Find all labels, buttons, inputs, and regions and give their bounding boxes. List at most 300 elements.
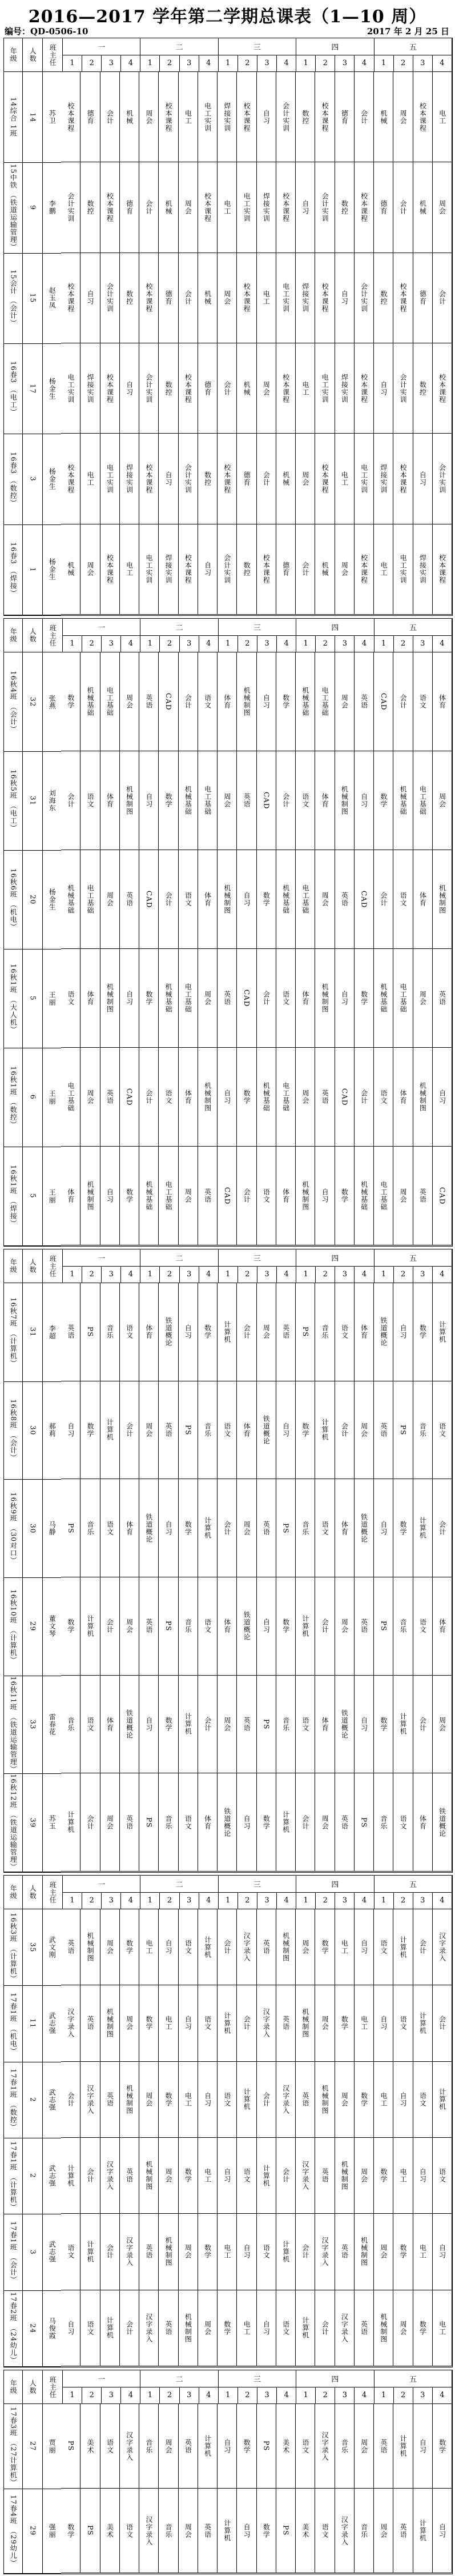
schedule-cell: 机械基础 xyxy=(257,1048,276,1147)
schedule-cell: 机械 xyxy=(237,343,256,434)
schedule-cell: 数控 xyxy=(296,72,315,162)
header-period: 4 xyxy=(433,1893,452,1909)
schedule-cell: 计算机 xyxy=(413,2489,433,2573)
schedule-cell: 数学 xyxy=(198,2214,218,2290)
schedule-cell: 会计 xyxy=(393,162,413,253)
schedule-cell: 电工 xyxy=(335,434,355,524)
class-row-label xyxy=(4,1048,61,1147)
schedule-cell: 语文 xyxy=(335,1283,355,1381)
header-period: 1 xyxy=(140,1267,160,1283)
schedule-cell: 音乐 xyxy=(80,1479,100,1577)
class-teacher: 王丽 xyxy=(48,991,57,1006)
class-teacher: 张燕 xyxy=(48,694,57,710)
header-period: 4 xyxy=(277,1267,296,1283)
header-period: 4 xyxy=(121,1893,140,1909)
class-count: 17 xyxy=(23,343,43,434)
class-count: 2 xyxy=(23,2062,43,2138)
page-title: 2016—2017 学年第二学期总课表（1—10 周） xyxy=(28,7,427,27)
schedule-cell: 机械制图 xyxy=(100,1985,120,2061)
schedule-cell: 周会 xyxy=(315,1773,335,1872)
schedule-cell: 会计 xyxy=(159,850,178,949)
schedule-cell: 铁道概论 xyxy=(355,1479,374,1577)
schedule-cell: 自习 xyxy=(159,1909,178,1985)
schedule-cell: 周会 xyxy=(100,1909,120,1985)
schedule-cell: 周会 xyxy=(355,1381,374,1480)
header-period: 2 xyxy=(316,1267,335,1283)
header-period: 1 xyxy=(296,1893,316,1909)
schedule-cell: 电工基础 xyxy=(276,1048,296,1147)
schedule-cell: 会计 xyxy=(179,652,198,751)
schedule-cell: 会计 xyxy=(218,343,237,434)
schedule-cell: 校本课程 xyxy=(139,253,159,343)
schedule-cell: PS xyxy=(159,1577,178,1676)
class-name: 16秋9班 （30对口） xyxy=(4,1479,23,1577)
schedule-cell: 数学 xyxy=(355,949,374,1048)
schedule-cell: 体育 xyxy=(100,751,120,850)
schedule-cell: 校本课程 xyxy=(179,343,198,434)
schedule-cell: 语文 xyxy=(433,2138,452,2214)
class-count: 31 xyxy=(23,1283,43,1381)
header-period: 4 xyxy=(199,1267,219,1283)
schedule-section xyxy=(3,38,453,616)
header-period: 1 xyxy=(140,636,160,652)
schedule-cell: 铁道概论 xyxy=(237,1577,256,1676)
header-period: 1 xyxy=(63,55,82,72)
schedule-cell: 英语 xyxy=(120,850,139,949)
class-count: 5 xyxy=(23,1147,43,1245)
schedule-cell: 焊接实训 xyxy=(257,162,276,253)
header-period: 4 xyxy=(277,636,296,652)
schedule-cell: 美术 xyxy=(100,2489,120,2573)
header-count: 人数 xyxy=(23,38,43,71)
header-period: 1 xyxy=(63,1893,82,1909)
class-count: 33 xyxy=(23,1676,43,1774)
header-period: 1 xyxy=(140,2387,160,2404)
header-day: 五 xyxy=(375,1876,452,1892)
schedule-cell: 数学 xyxy=(159,1676,178,1774)
schedule-cell: 计算机 xyxy=(198,1909,218,1985)
schedule-cell: 电工 xyxy=(179,2062,198,2138)
header-period: 1 xyxy=(219,636,238,652)
header-period: 3 xyxy=(335,55,355,72)
schedule-cell: 会计 xyxy=(315,2290,335,2366)
schedule-cell: 数控 xyxy=(80,162,100,253)
schedule-cell: 语文 xyxy=(433,1381,452,1480)
schedule-cell: 周会 xyxy=(139,72,159,162)
schedule-cell: 电工 xyxy=(237,2290,256,2366)
schedule-cell: 语文 xyxy=(413,1577,433,1676)
schedule-cell: 周会 xyxy=(393,2290,413,2366)
header-period: 3 xyxy=(180,1893,199,1909)
class-row-label xyxy=(4,72,61,163)
schedule-cell: 英语 xyxy=(198,2489,218,2573)
schedule-cell: 美术 xyxy=(276,2404,296,2489)
class-row-label xyxy=(4,524,61,615)
class-count: 11 xyxy=(23,1985,43,2061)
schedule-cell: 校本课程 xyxy=(100,524,120,615)
schedule-cell: 音乐 xyxy=(159,1773,178,1872)
header-period: 2 xyxy=(394,2387,413,2404)
header-period: 1 xyxy=(375,2387,394,2404)
class-row-label xyxy=(4,751,61,851)
schedule-cell: 电工 xyxy=(159,1985,178,2061)
schedule-cell: 数学 xyxy=(296,1381,315,1480)
schedule-cell: 语文 xyxy=(198,652,218,751)
header-day: 五 xyxy=(375,1249,452,1266)
class-count: 14 xyxy=(23,72,43,162)
schedule-cell: 英语 xyxy=(159,2290,178,2366)
schedule-cell: PS xyxy=(179,1381,198,1480)
header-period: 2 xyxy=(82,1267,102,1283)
class-teacher: 王丽 xyxy=(48,1188,57,1204)
schedule-cell: 计算机 xyxy=(61,1773,80,1872)
schedule-cell: 会计 xyxy=(257,949,276,1048)
schedule-cell: 自习 xyxy=(139,1676,159,1774)
schedule-cell: 美术 xyxy=(80,2404,100,2489)
schedule-cell: 会计实训 xyxy=(393,343,413,434)
schedule-cell: 英语 xyxy=(139,2214,159,2290)
schedule-cell: 英语 xyxy=(237,1676,256,1774)
schedule-cell: 体育 xyxy=(100,1676,120,1774)
schedule-cell: 机械制图 xyxy=(120,751,139,850)
header-day: 二 xyxy=(140,1249,218,1266)
schedule-cell: 校本课程 xyxy=(393,253,413,343)
schedule-cell: 自习 xyxy=(296,162,315,253)
class-row-label xyxy=(4,343,61,434)
schedule-cell: 数学 xyxy=(335,1985,355,2061)
schedule-cell: 机械制图 xyxy=(80,1909,100,1985)
schedule-cell: 音乐 xyxy=(100,1283,120,1381)
schedule-cell: 英语 xyxy=(355,652,374,751)
class-count: 3 xyxy=(23,434,43,524)
schedule-cell: 机械制图 xyxy=(335,751,355,850)
section-header xyxy=(4,1249,452,1283)
schedule-cell: 会计 xyxy=(393,652,413,751)
header-grade: 年级 xyxy=(4,1249,23,1283)
header-period: 4 xyxy=(355,636,374,652)
class-row-label xyxy=(4,949,61,1048)
schedule-cell: 数学 xyxy=(61,652,80,751)
class-name: 16秋11班 （铁道运输管理） xyxy=(4,1676,23,1774)
header-day: 三 xyxy=(219,1876,296,1892)
schedule-cell: 语文 xyxy=(413,2062,433,2138)
header-period: 2 xyxy=(238,55,257,72)
schedule-cell: 汉字录入 xyxy=(335,2489,355,2573)
schedule-cell: 英语 xyxy=(335,850,355,949)
schedule-cell: 周会 xyxy=(257,343,276,434)
schedule-cell: 校本课程 xyxy=(315,72,335,162)
class-row-label xyxy=(4,1147,61,1246)
schedule-cell: 自习 xyxy=(237,1773,256,1872)
schedule-cell: 英语 xyxy=(80,1985,100,2061)
schedule-cell: 校本课程 xyxy=(179,524,198,615)
schedule-cell: 会计 xyxy=(355,1048,374,1147)
schedule-cell: 自习 xyxy=(179,1283,198,1381)
class-teacher: 苏玉 xyxy=(48,1815,57,1830)
class-teacher: 雷春花 xyxy=(48,1713,57,1736)
schedule-cell: 汉字录入 xyxy=(120,2214,139,2290)
header-period: 2 xyxy=(160,55,179,72)
section-header xyxy=(4,619,452,652)
schedule-cell: 自习 xyxy=(374,1985,393,2061)
schedule-cell: 数控 xyxy=(374,253,393,343)
schedule-cell: 数学 xyxy=(120,1147,139,1245)
schedule-cell: 汉字录入 xyxy=(139,2489,159,2573)
schedule-cell: 数学 xyxy=(374,2138,393,2214)
schedule-cell: 英语 xyxy=(276,1283,296,1381)
schedule-cell: 体育 xyxy=(179,1048,198,1147)
schedule-cell: 机械基础 xyxy=(179,751,198,850)
schedule-cell: 语文 xyxy=(374,1048,393,1147)
schedule-cell: 会计 xyxy=(433,253,452,343)
schedule-cell: 机械 xyxy=(315,524,335,615)
header-period: 1 xyxy=(140,55,160,72)
class-name: 16秋7班 （计算机） xyxy=(4,1283,23,1381)
schedule-cell: 计算机 xyxy=(218,1985,237,2061)
class-count: 1 xyxy=(23,524,43,615)
schedule-cell: 自习 xyxy=(61,2290,80,2366)
schedule-cell: 语文 xyxy=(218,2062,237,2138)
schedule-cell: 会计 xyxy=(80,1773,100,1872)
schedule-cell: 音乐 xyxy=(61,1676,80,1774)
class-name: 17春1班 （计算机） xyxy=(4,2138,23,2214)
header-period: 3 xyxy=(257,1893,277,1909)
schedule-cell: CAD xyxy=(335,1048,355,1147)
header-period: 2 xyxy=(394,1893,413,1909)
schedule-cell: 机械制图 xyxy=(159,2214,178,2290)
header-period: 3 xyxy=(102,636,121,652)
schedule-cell: 校本课程 xyxy=(276,343,296,434)
schedule-cell: 英语 xyxy=(315,1048,335,1147)
schedule-cell: 汉字录入 xyxy=(61,1985,80,2061)
schedule-cell: 机械制图 xyxy=(355,2214,374,2290)
schedule-cell: CAD xyxy=(139,850,159,949)
schedule-cell: 汉字录入 xyxy=(80,2062,100,2138)
schedule-cell: 数学 xyxy=(374,1676,393,1774)
schedule-cell: 语文 xyxy=(257,2214,276,2290)
schedule-cell: 语文 xyxy=(393,1985,413,2061)
schedule-cell: 会计 xyxy=(237,1985,256,2061)
header-day: 四 xyxy=(296,38,374,55)
schedule-cell: 计算机 xyxy=(433,2062,452,2138)
header-period: 2 xyxy=(316,1893,335,1909)
schedule-cell: 会计 xyxy=(257,434,276,524)
class-count: 30 xyxy=(23,1479,43,1577)
schedule-cell: 会计 xyxy=(120,2290,139,2366)
header-period: 1 xyxy=(219,1893,238,1909)
schedule-cell: 会计 xyxy=(413,1676,433,1774)
class-name: 16秋12班 （铁道运输管理） xyxy=(4,1773,23,1872)
header-period: 4 xyxy=(199,2387,219,2404)
schedule-cell: 汉字录入 xyxy=(120,2404,139,2489)
schedule-cell: 自习 xyxy=(198,2062,218,2138)
schedule-cell: 自习 xyxy=(179,1985,198,2061)
schedule-cell: 语文 xyxy=(61,2214,80,2290)
schedule-cell: 电工 xyxy=(218,162,237,253)
schedule-cell: 校本课程 xyxy=(315,253,335,343)
schedule-cell: 体育 xyxy=(218,652,237,751)
schedule-cell: 周会 xyxy=(218,253,237,343)
schedule-cell: 铁道概论 xyxy=(139,1479,159,1577)
class-row-label xyxy=(4,253,61,344)
schedule-cell: PS xyxy=(257,1676,276,1774)
schedule-cell: 英语 xyxy=(393,2489,413,2573)
schedule-cell: 英语 xyxy=(355,2290,374,2366)
class-count: 5 xyxy=(23,949,43,1048)
schedule-cell: 周会 xyxy=(296,434,315,524)
schedule-cell: 电工基础 xyxy=(100,652,120,751)
header-period: 4 xyxy=(121,2387,140,2404)
class-teacher: 杨金生 xyxy=(48,558,57,581)
class-name: 17春3班 （27计算机） xyxy=(4,2404,23,2489)
schedule-cell: 英语 xyxy=(61,1283,80,1381)
schedule-cell: 数学 xyxy=(276,652,296,751)
header-period: 4 xyxy=(199,55,219,72)
schedule-cell: 计算机 xyxy=(61,2138,80,2214)
header-teacher: 班主任 xyxy=(43,1249,63,1283)
header-day: 五 xyxy=(375,2370,452,2387)
schedule-cell: 电工实训 xyxy=(393,524,413,615)
schedule-cell: 数学 xyxy=(393,2214,413,2290)
schedule-cell: 会计 xyxy=(100,2214,120,2290)
schedule-cell: 英语 xyxy=(374,1381,393,1480)
schedule-cell: 电工 xyxy=(433,2290,452,2366)
schedule-cell: 体育 xyxy=(413,1773,433,1872)
schedule-cell: 数控 xyxy=(198,434,218,524)
schedule-cell: 数学 xyxy=(335,1147,355,1245)
schedule-cell: 计算机 xyxy=(315,1381,335,1480)
schedule-cell: 机械 xyxy=(276,434,296,524)
schedule-cell: 周会 xyxy=(139,1381,159,1480)
schedule-cell: 体育 xyxy=(315,1676,335,1774)
header-day: 三 xyxy=(219,619,296,635)
schedule-cell: 汉字录入 xyxy=(315,2214,335,2290)
schedule-cell: 音乐 xyxy=(315,1283,335,1381)
schedule-cell: 英语 xyxy=(237,751,256,850)
schedule-cell: 语文 xyxy=(198,1985,218,2061)
schedule-cell: 电工 xyxy=(139,1909,159,1985)
header-period: 1 xyxy=(63,1267,82,1283)
schedule-cell: 体育 xyxy=(433,1577,452,1676)
class-count: 29 xyxy=(23,2489,43,2573)
schedule-cell: 数学 xyxy=(276,1577,296,1676)
schedule-cell: 自习 xyxy=(159,1479,178,1577)
schedule-cell: 周会 xyxy=(159,2138,178,2214)
schedule-cell: 机械 xyxy=(61,524,80,615)
schedule-cell: 电工 xyxy=(179,72,198,162)
schedule-cell: 计算机 xyxy=(237,2062,256,2138)
schedule-cell: 德育 xyxy=(335,72,355,162)
schedule-cell: 汉字录入 xyxy=(139,2290,159,2366)
schedule-cell: 周会 xyxy=(374,2214,393,2290)
schedule-cell: 机械制图 xyxy=(413,1048,433,1147)
schedule-cell: 数控 xyxy=(120,253,139,343)
schedule-cell: 会计 xyxy=(61,751,80,850)
schedule-cell: 数控 xyxy=(413,343,433,434)
section-body xyxy=(4,652,452,1245)
schedule-cell: PS xyxy=(276,2489,296,2573)
class-teacher: 武志强 xyxy=(48,2165,57,2188)
schedule-cell: PS xyxy=(61,2404,80,2489)
header-period: 3 xyxy=(335,1893,355,1909)
schedule-cell: 校本课程 xyxy=(355,524,374,615)
schedule-cell: 英语 xyxy=(315,2138,335,2214)
header-period: 1 xyxy=(296,2387,316,2404)
schedule-cell: 计算机 xyxy=(198,1479,218,1577)
schedule-cell: 数学 xyxy=(257,850,276,949)
schedule-cell: 校本课程 xyxy=(315,434,335,524)
schedule-cell: 周会 xyxy=(179,1147,198,1245)
class-count: 30 xyxy=(23,1381,43,1480)
schedule-cell: 电工基础 xyxy=(198,751,218,850)
schedule-cell: 周会 xyxy=(355,2404,374,2489)
schedule-cell: 电工 xyxy=(355,1985,374,2061)
schedule-cell: 英语 xyxy=(179,2404,198,2489)
schedule-cell: 计算机 xyxy=(276,1773,296,1872)
schedule-cell: 德育 xyxy=(120,162,139,253)
header-period: 2 xyxy=(82,636,102,652)
class-name: 16春3 （焊接） xyxy=(4,524,23,615)
section-body xyxy=(4,72,452,615)
class-row-label xyxy=(4,1773,61,1872)
header-period: 4 xyxy=(199,1893,219,1909)
schedule-cell: 校本课程 xyxy=(393,434,413,524)
schedule-cell: 自习 xyxy=(237,2489,256,2573)
schedule-cell: 计算机 xyxy=(393,2404,413,2489)
schedule-cell: 周会 xyxy=(120,652,139,751)
header-grade: 年级 xyxy=(4,619,23,652)
schedule-cell: 会计 xyxy=(276,751,296,850)
schedule-cell: 周会 xyxy=(355,2138,374,2214)
schedule-cell: 电工实训 xyxy=(198,72,218,162)
class-teacher: 李鹏 xyxy=(48,200,57,215)
class-name: 16秋10班 （计算机） xyxy=(4,1577,23,1676)
section-header xyxy=(4,2370,452,2404)
class-teacher: 苏卫 xyxy=(48,110,57,125)
schedule-cell: 体育 xyxy=(335,1479,355,1577)
class-count: 9 xyxy=(23,162,43,253)
schedule-cell: 电工实训 xyxy=(355,434,374,524)
schedule-cell: 语文 xyxy=(393,850,413,949)
schedule-cell: 电工实训 xyxy=(276,253,296,343)
schedule-cell: 自习 xyxy=(139,751,159,850)
schedule-cell: 英语 xyxy=(218,949,237,1048)
schedule-cell: 体育 xyxy=(296,949,315,1048)
class-count: 32 xyxy=(23,652,43,751)
header-period: 3 xyxy=(180,2387,199,2404)
schedule-cell: 会计实训 xyxy=(276,72,296,162)
schedule-cell: 计算机 xyxy=(433,1283,452,1381)
class-name: 17春1班 （数控） xyxy=(4,2062,23,2138)
schedule-cell: 计算机 xyxy=(218,2489,237,2573)
schedule-cell: 数学 xyxy=(179,1479,198,1577)
header-day: 四 xyxy=(296,1249,374,1266)
class-teacher: 武志强 xyxy=(48,2012,57,2035)
header-day: 二 xyxy=(140,1876,218,1892)
schedule-cell: 音乐 xyxy=(335,2404,355,2489)
schedule-cell: 语文 xyxy=(413,652,433,751)
schedule-cell: 周会 xyxy=(100,1773,120,1872)
schedule-cell: 语文 xyxy=(237,2138,256,2214)
schedule-cell: 周会 xyxy=(315,850,335,949)
schedule-cell: 语文 xyxy=(393,1773,413,1872)
class-teacher: 武志强 xyxy=(48,2088,57,2111)
schedule-cell: 机械制图 xyxy=(237,652,256,751)
header-day: 五 xyxy=(375,38,452,55)
header-period: 2 xyxy=(160,636,179,652)
schedule-cell: 语文 xyxy=(179,850,198,949)
class-row-label xyxy=(4,1283,61,1382)
